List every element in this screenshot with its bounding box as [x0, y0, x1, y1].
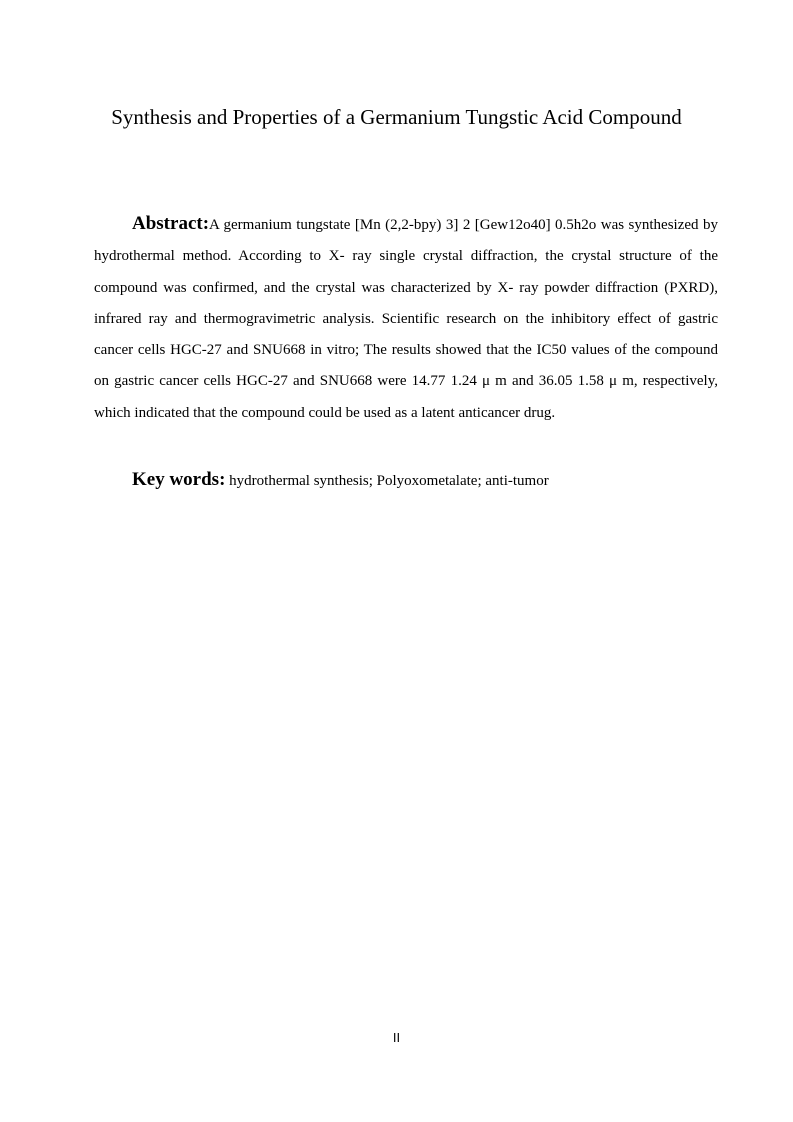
abstract-label: Abstract:	[132, 213, 210, 234]
paper-title: Synthesis and Properties of a Germanium Tungstic Acid Compound	[111, 105, 682, 129]
abstract-paragraph	[94, 208, 718, 429]
keywords-label: Key words:	[132, 469, 226, 490]
page-number: II	[392, 1030, 401, 1045]
keywords-text: hydrothermal synthesis; Polyoxometalate; anti-tumor	[225, 473, 549, 489]
keywords-paragraph	[94, 465, 718, 496]
abstract-text: A germanium tungstate [Mn (2,2-bpy) 3] 2 [Gew12o40] 0.5h2o was synthesized by hydrothermal method. According to X- ray single crystal diffraction, the crystal structure of the compound was confirmed, and the crystal was characterized by X- ray powder diffraction (PXRD), infrared ray and thermogravimetric analysis. Scientific research on the inhibitory effect of gastric cancer cells HGC-27 and SNU668 in vitro; The results showed that the IC50 values of the compound on gastric cancer cells HGC-27 and SNU668 were 14.77 1.24 μ m and 36.05 1.58 μ m, respectively, which indicated that the compound could be used as a latent anticancer drug.	[94, 217, 718, 421]
